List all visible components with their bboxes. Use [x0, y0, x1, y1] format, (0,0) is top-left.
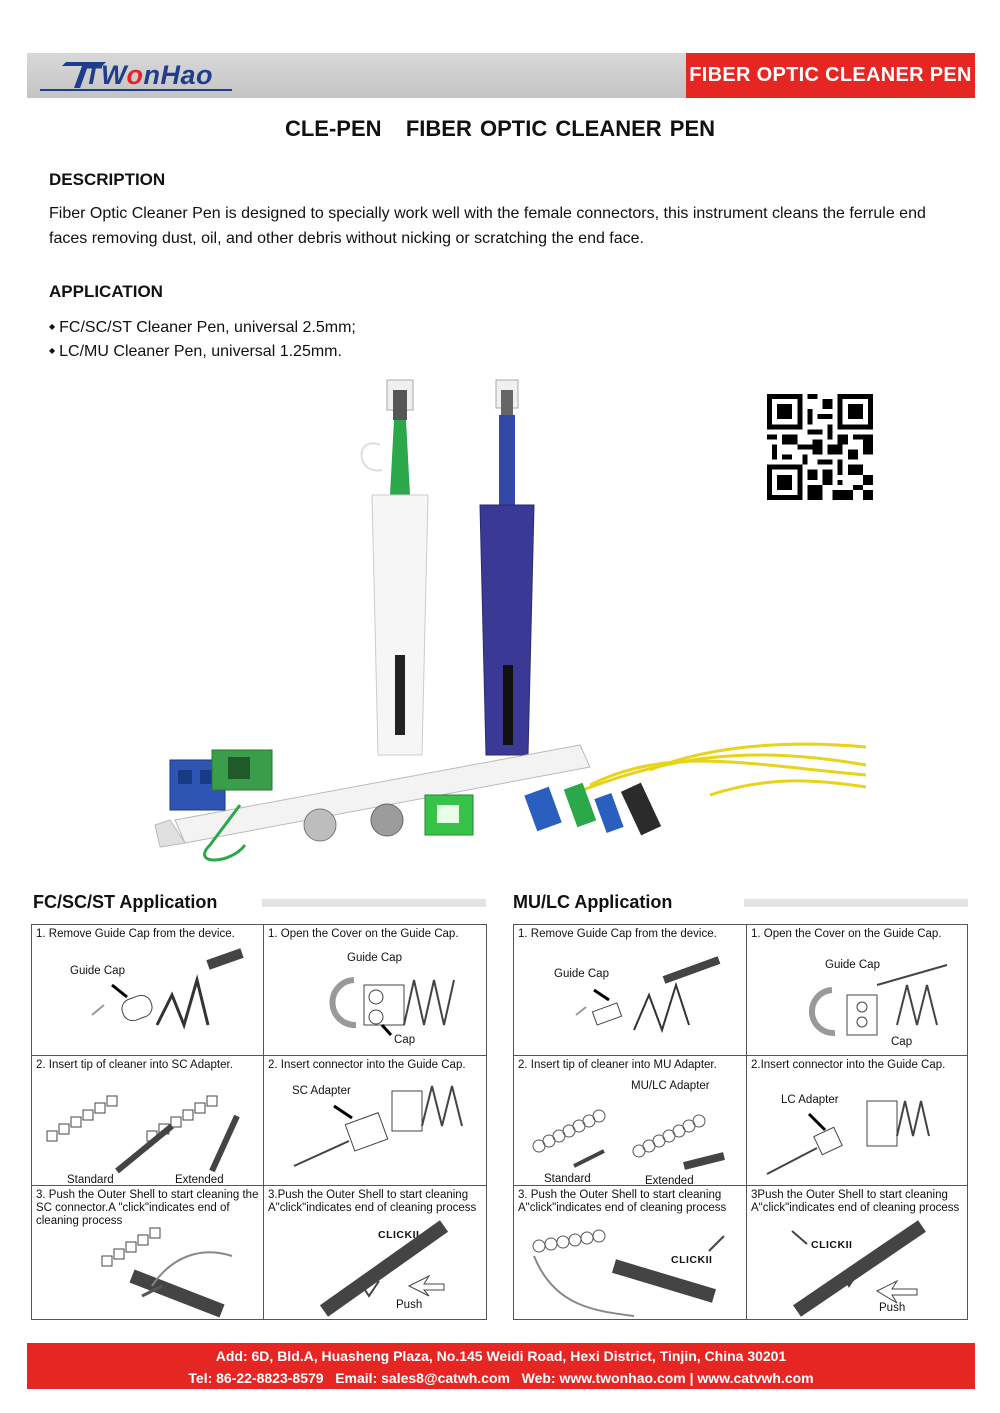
step-caption: 3. Push the Outer Shell to start cleaning A"click"indicates end of cleaning process — [518, 1189, 727, 1214]
qr-code — [763, 394, 877, 500]
mulc-application-title: MU/LC Application — [513, 892, 673, 912]
metal-adapter — [304, 809, 336, 841]
step-caption: 2. Insert connector into the Guide Cap. — [268, 1059, 466, 1071]
push-label: Push — [879, 1302, 906, 1314]
fcsc-application-title: FC/SC/ST Application — [33, 892, 218, 912]
fc-connector — [621, 783, 661, 836]
lc-connector-blue — [594, 793, 623, 833]
step-diagram — [747, 1056, 968, 1186]
logo-wordmark: TWonHao — [84, 60, 213, 90]
step-caption: 3. Push the Outer Shell to start cleaning the SC connector.A "click"indicates end of cleaning process — [36, 1189, 259, 1227]
step-diagram — [32, 925, 264, 1056]
fcsc-step-3b — [263, 1185, 487, 1320]
step-caption: 3.Push the Outer Shell to start cleaning A"click"indicates end of cleaning process — [268, 1189, 477, 1214]
product-photo — [150, 375, 870, 865]
fcsc-step-1a — [31, 924, 264, 1056]
step-label: Guide Cap — [554, 968, 609, 980]
footer-contact — [27, 1343, 975, 1389]
step-caption: 1. Open the Cover on the Guide Cap. — [751, 928, 942, 940]
step-diagram — [514, 925, 747, 1056]
mulc-step-1b — [746, 924, 968, 1056]
fcsc-step-1b — [263, 924, 487, 1056]
step-diagram — [32, 1056, 264, 1186]
mulc-step-2a — [513, 1055, 747, 1186]
step-label: Cap — [394, 1034, 416, 1046]
push-label: Push — [396, 1299, 423, 1311]
step-label: MU/LC Adapter — [631, 1080, 710, 1092]
fiber-cable — [710, 781, 866, 795]
sc-connector — [524, 787, 561, 832]
list-item: ◆ LC/MU Cleaner Pen, universal 1.25mm. — [49, 339, 356, 363]
step-diagram — [264, 1186, 487, 1320]
step-caption: 1. Open the Cover on the Guide Cap. — [268, 928, 459, 940]
mulc-step-3a — [513, 1185, 747, 1320]
description-text: Fiber Optic Cleaner Pen is designed to specially work well with the female connectors, this instrument cleans the ferrule end faces removing dust, oil, and other debris without nicking or scratching the end face. — [49, 205, 926, 247]
title-bar — [262, 899, 486, 907]
step-diagram — [264, 925, 487, 1056]
step-caption: 2. Insert tip of cleaner into SC Adapter. — [36, 1059, 233, 1071]
step-label: SC Adapter — [292, 1085, 351, 1097]
fcsc-step-2b — [263, 1055, 487, 1186]
step-label: LC Adapter — [781, 1094, 839, 1106]
step-diagram — [264, 1056, 487, 1186]
step-label: Guide Cap — [70, 965, 125, 977]
step-label: Cap — [891, 1036, 913, 1048]
step-caption: 1. Remove Guide Cap from the device. — [518, 928, 717, 940]
step-label: Extended — [645, 1175, 694, 1186]
step-label: Guide Cap — [825, 959, 880, 971]
step-caption: 1. Remove Guide Cap from the device. — [36, 928, 235, 940]
step-label: Standard — [544, 1173, 591, 1185]
metal-adapter — [371, 804, 403, 836]
step-diagram — [514, 1056, 747, 1186]
mulc-step-2b — [746, 1055, 968, 1186]
application-list — [49, 315, 356, 363]
fcsc-step-3a — [31, 1185, 264, 1320]
step-caption: 2.Insert connector into the Guide Cap. — [751, 1059, 946, 1071]
fiber-cable — [650, 744, 866, 770]
click-label: CLICKII — [378, 1229, 420, 1241]
mulc-step-1a — [513, 924, 747, 1056]
fcsc-step-2a — [31, 1055, 264, 1186]
click-label: CLICKII — [671, 1254, 713, 1266]
step-caption: 3Push the Outer Shell to start cleaning A"click"indicates end of cleaning process — [751, 1189, 960, 1214]
click-label: CLICKII — [811, 1239, 853, 1251]
list-item: ◆ FC/SC/ST Cleaner Pen, universal 2.5mm; — [49, 315, 356, 339]
step-diagram — [32, 1186, 264, 1320]
footer-contacts: Tel: 86-22-8823-8579 Email: sales8@catwh.com Web: www.twonhao.com | www.catvwh.com — [188, 1370, 814, 1386]
header-tag: FIBER OPTIC CLEANER PEN — [686, 53, 975, 98]
description-heading: DESCRIPTION — [49, 170, 166, 189]
lc-connector-green — [564, 783, 596, 827]
step-diagram — [514, 1186, 747, 1320]
page-title: CLE-PEN FIBER OPTIC CLEANER PEN — [284, 116, 716, 141]
white-cleaner-pen — [361, 380, 428, 755]
step-label: Extended — [175, 1174, 224, 1186]
green-sc-adapter — [425, 795, 473, 835]
title-bar — [744, 899, 968, 907]
step-diagram — [747, 1186, 968, 1320]
mulc-step-3b — [746, 1185, 968, 1320]
blue-cleaner-pen — [480, 380, 534, 755]
step-label: Standard — [67, 1174, 114, 1186]
green-adapter — [212, 750, 272, 790]
application-heading: APPLICATION — [49, 282, 163, 301]
step-label: Guide Cap — [347, 952, 402, 964]
footer-address: Add: 6D, Bld.A, Huasheng Plaza, No.145 Weidi Road, Hexi District, Tinjin, China 30201 — [215, 1348, 787, 1364]
step-caption: 2. Insert tip of cleaner into MU Adapter. — [518, 1059, 717, 1071]
step-diagram — [747, 925, 968, 1056]
